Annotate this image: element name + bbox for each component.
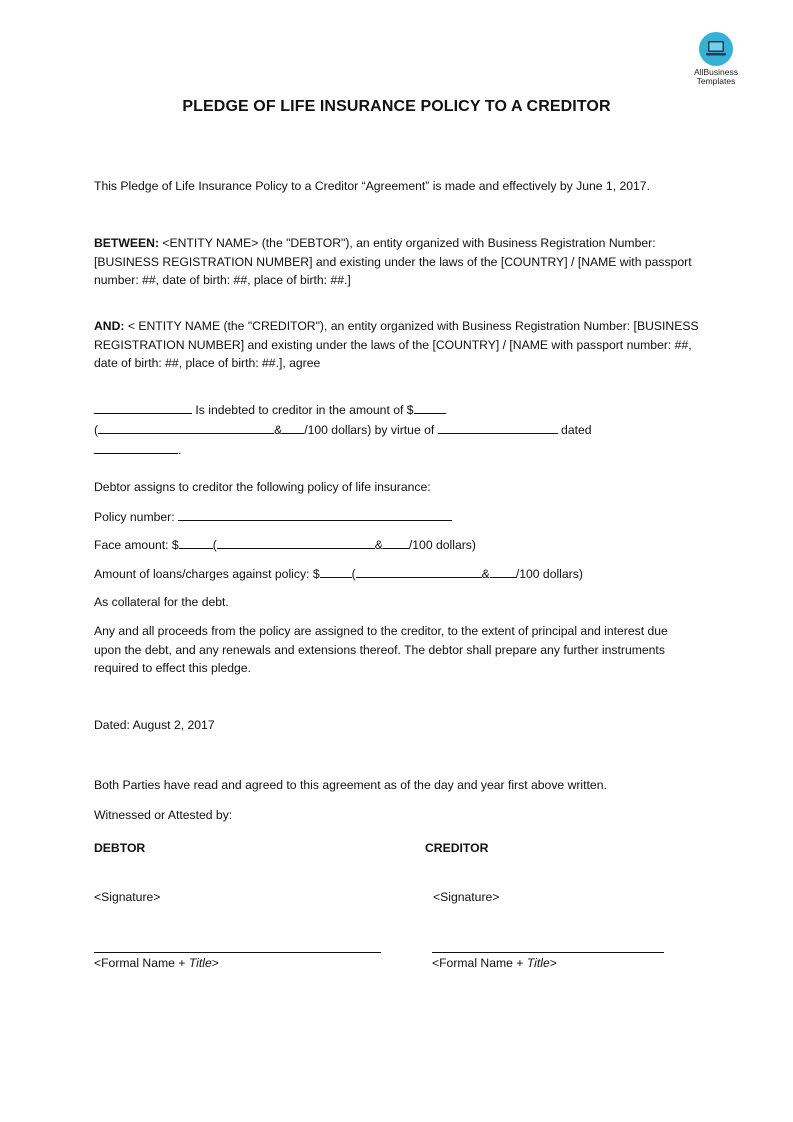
creditor-signature: <Signature> (433, 890, 500, 904)
debtor-signature: <Signature> (94, 890, 161, 904)
proceeds-paragraph: Any and all proceeds from the policy are assigned to the creditor, to the extent of principal and interest due upon the debt, and any renewals and extensions thereof. The debtor shall prepare any further instruments required to effect this pledge. (94, 624, 668, 675)
face-amount-line: Face amount: $ ( & /100 dollars) (94, 538, 476, 552)
between-text: <ENTITY NAME> (the "DEBTOR"), an entity organized with Business Registration Number: [BUSINESS REGISTRATION NUMBER] and existing under the laws of the [COUNTRY] / [NAME with passport number: ##, date of birth: ##, place of birth: ##.] (94, 236, 692, 287)
blank-line (356, 565, 482, 578)
blank-line (490, 565, 516, 578)
document-title: PLEDGE OF LIFE INSURANCE POLICY TO A CREDITOR (182, 98, 611, 115)
loans-line: Amount of loans/charges against policy: $ ( & /100 dollars) (94, 567, 583, 581)
allbusiness-logo (686, 32, 746, 86)
blank-line (179, 536, 213, 549)
intro-paragraph: This Pledge of Life Insurance Policy to a Creditor “Agreement” is made and effectively by June 1, 2017. (94, 179, 650, 193)
dated-line: Dated: August 2, 2017 (94, 718, 215, 732)
blank-line (383, 536, 409, 549)
blank-line (217, 536, 375, 549)
policy-number-blank (178, 508, 452, 521)
debtor-formal-name: <Formal Name + Title> (94, 956, 219, 970)
between-label: BETWEEN: (94, 236, 159, 250)
policy-number-line: Policy number: (94, 508, 714, 527)
both-parties-line: Both Parties have read and agreed to this agreement as of the day and year first above written. (94, 778, 607, 792)
assigns-paragraph: Debtor assigns to creditor the following policy of life insurance: (94, 480, 431, 494)
blank-line (98, 421, 274, 434)
creditor-heading: CREDITOR (425, 841, 489, 855)
between-paragraph (94, 234, 714, 290)
laptop-icon (699, 32, 733, 66)
blank-line (94, 441, 178, 454)
blank-line (320, 565, 352, 578)
and-text: < ENTITY NAME (the "CREDITOR"), an entity organized with Business Registration Number: [BUSINESS REGISTRATION NUMBER] and existing under the laws of the [COUNTRY] / [NAME with passport number: ##, date of birth: ##, place of birth: ##.], agree (94, 319, 699, 370)
creditor-signature-line (432, 952, 664, 953)
creditor-formal-name: <Formal Name + Title> (432, 956, 557, 970)
blank-line (94, 401, 192, 414)
indebted-paragraph: Is indebted to creditor in the amount of $ ( & /100 dollars) by virtue of dated . (94, 403, 592, 457)
witnessed-line: Witnessed or Attested by: (94, 808, 233, 822)
debtor-heading: DEBTOR (94, 841, 146, 855)
blank-line (414, 401, 446, 414)
collateral-line: As collateral for the debt. (94, 595, 229, 609)
and-paragraph (94, 317, 714, 373)
blank-line (438, 421, 558, 434)
and-label: AND: (94, 319, 125, 333)
logo-text: AllBusiness Templates (694, 67, 738, 86)
debtor-signature-line (94, 952, 381, 953)
blank-line (282, 421, 304, 434)
